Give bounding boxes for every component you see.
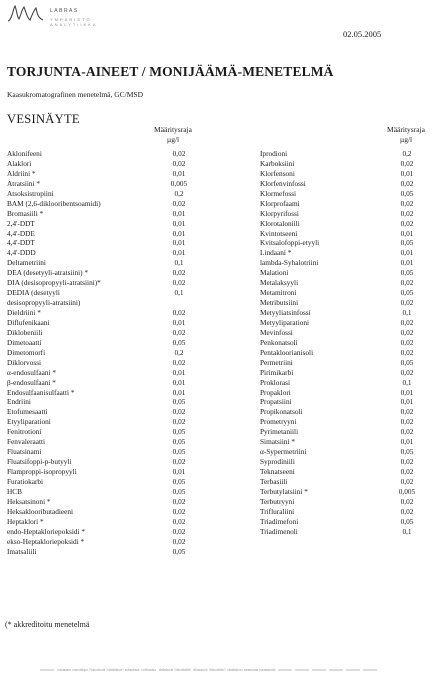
detection-limit-value: 0,1 <box>174 258 184 268</box>
compound-name: Terbasiili <box>260 476 288 486</box>
detection-limit-value: 0,2 <box>402 149 412 158</box>
table-row <box>7 477 207 487</box>
detection-limit-value: 0,02 <box>400 198 414 208</box>
compound-name: Alaklori <box>7 158 32 168</box>
compound-name: Dieldriini * <box>7 308 41 317</box>
detection-limit-value: 0,01 <box>172 248 186 258</box>
table-row <box>7 179 207 189</box>
footer-text: Labras Oy PL 1 00000 Helsinki Puh. 000 000 000 Fax 000 000 000 www.labras.fi <box>60 668 277 672</box>
compound-name: Furatiokarbi <box>7 476 44 486</box>
compound-name: Metalaksyyli <box>260 278 299 288</box>
compound-name: Etyyliparationi <box>7 417 51 427</box>
table-row <box>7 348 207 358</box>
company-logo <box>6 3 126 25</box>
table-row <box>7 358 207 368</box>
detection-limit-value: 0,02 <box>172 198 186 208</box>
compound-name: Heptaklori * <box>7 516 44 526</box>
table-row <box>7 209 207 219</box>
table-row <box>260 487 428 497</box>
left-column-header <box>142 125 204 145</box>
compound-name: Dimetoaatti <box>7 337 42 347</box>
detection-limit-value: 0,01 <box>400 258 414 268</box>
detection-limit-value: 0,01 <box>172 168 186 178</box>
table-row <box>260 169 428 179</box>
detection-limit-value: 0,02 <box>400 427 414 437</box>
table-row <box>260 229 428 239</box>
compound-name: Metamitroni <box>260 288 297 298</box>
detection-limit-value: 0,02 <box>400 506 414 516</box>
detection-limit-value: 0,005 <box>170 178 188 188</box>
right-compound-list <box>260 149 428 537</box>
detection-limit-value: 0,02 <box>400 218 414 228</box>
compound-name: lambda-Syhalotriini <box>260 258 319 268</box>
detection-limit-value: 0,02 <box>400 298 414 308</box>
detection-limit-value: 0,02 <box>400 337 414 347</box>
compound-name: Terbutryyni <box>260 496 295 506</box>
table-row <box>7 397 207 407</box>
detection-limit-value: 0,02 <box>172 526 186 536</box>
compound-name: Penkonatsoli <box>260 337 298 347</box>
detection-limit-value: 0,05 <box>172 447 186 457</box>
table-row <box>7 229 207 239</box>
detection-limit-value: 0,02 <box>172 327 186 337</box>
table-row <box>260 258 428 268</box>
table-row <box>260 209 428 219</box>
compound-name: Teknatseeni <box>260 467 295 476</box>
table-row <box>260 179 428 189</box>
table-row <box>260 288 428 298</box>
detection-limit-value: 0,02 <box>172 357 186 367</box>
table-row <box>7 219 207 229</box>
logo-text: LABRAS <box>50 8 79 14</box>
compound-name: Endriini <box>7 397 31 407</box>
detection-limit-value: 0,1 <box>402 308 412 317</box>
detection-limit-value: 0,01 <box>400 228 414 238</box>
detection-limit-value: 0,05 <box>400 516 414 526</box>
detection-limit-value: 0,02 <box>172 496 186 506</box>
compound-name: Klorfensoni <box>260 168 295 178</box>
detection-limit-value: 0,02 <box>400 178 414 188</box>
detection-limit-value: 0,02 <box>400 467 414 476</box>
compound-name: 2,4'-DDT <box>7 218 35 228</box>
detection-limit-value: 0,02 <box>400 347 414 357</box>
detection-limit-value: 0,02 <box>172 268 186 278</box>
detection-limit-value: 0,02 <box>172 407 186 417</box>
detection-limit-value: 0,02 <box>400 158 414 168</box>
table-row <box>7 368 207 378</box>
detection-limit-value: 0,02 <box>400 278 414 288</box>
table-row <box>260 437 428 447</box>
detection-limit-value: 0,02 <box>400 407 414 417</box>
table-row <box>7 308 207 318</box>
compound-name: BAM (2,6-diklooribentsoamidi) <box>7 198 101 208</box>
detection-limit-value: 0,02 <box>400 496 414 506</box>
detection-limit-value: 0,05 <box>172 546 186 556</box>
table-row <box>7 497 207 507</box>
compound-name: Metributsiini <box>260 298 299 308</box>
table-row <box>260 477 428 487</box>
compound-name: desisopropyyli-atratsiini) <box>7 298 81 308</box>
detection-limit-value: 0,02 <box>400 317 414 327</box>
table-row <box>260 318 428 328</box>
table-row <box>260 517 428 527</box>
table-row <box>260 527 428 537</box>
detection-limit-value: 0,05 <box>172 427 186 437</box>
detection-limit-value: 0,02 <box>172 417 186 427</box>
compound-name: Propaklori <box>260 387 291 397</box>
compound-name: α-Sypermetriini <box>260 447 307 457</box>
compound-name: Propikonatsoli <box>260 407 303 417</box>
table-row <box>260 219 428 229</box>
table-row <box>7 507 207 517</box>
detection-limit-value: 0,05 <box>172 486 186 496</box>
compound-name: Proklorasi <box>260 377 290 387</box>
compound-name: Pirimikarbi <box>260 367 294 377</box>
detection-limit-value: 0,1 <box>174 288 184 298</box>
table-row <box>260 149 428 159</box>
table-row <box>260 507 428 517</box>
compound-name: Dimetomorfi <box>7 347 46 357</box>
compound-name: 4,4'-DDE <box>7 228 35 238</box>
right-column-header <box>383 125 429 145</box>
detection-limit-value: 0,01 <box>400 397 414 407</box>
table-row <box>7 457 207 467</box>
table-row <box>7 417 207 427</box>
table-row <box>7 288 207 298</box>
detection-limit-value: 0,05 <box>172 437 186 447</box>
table-row <box>7 189 207 199</box>
compound-name: Permetriini <box>260 357 293 367</box>
table-row <box>7 328 207 338</box>
detection-limit-value: 0,01 <box>172 238 186 248</box>
compound-name: Imatsaliili <box>7 546 37 556</box>
detection-limit-value: 0,05 <box>172 476 186 486</box>
table-row <box>260 189 428 199</box>
table-row <box>7 278 207 288</box>
compound-name: Diklorvossi <box>7 357 42 367</box>
table-row <box>260 328 428 338</box>
compound-name: DEDIA (desetyyli <box>7 288 60 298</box>
table-row <box>260 248 428 258</box>
table-row <box>7 149 207 159</box>
compound-name: Triadimefoni <box>260 516 299 526</box>
footnote: (* akkreditoitu menetelmä <box>5 620 90 629</box>
detection-limit-value: 0,01 <box>400 248 414 258</box>
table-row <box>7 527 207 537</box>
table-row <box>260 338 428 348</box>
detection-limit-value: 0,01 <box>172 367 186 377</box>
compound-name: Heksaklooributadieeni <box>7 506 74 516</box>
detection-limit-value: 0,01 <box>400 387 414 397</box>
compound-name: Metyyliatsinfossi <box>260 308 311 317</box>
unit-label: µg/l <box>399 135 413 144</box>
compound-name: Pentakloorianisoli <box>260 347 314 357</box>
compound-name: Atsoksistropiini <box>7 188 54 198</box>
detection-limit-value: 0,05 <box>172 397 186 407</box>
detection-limit-value: 0,02 <box>172 308 186 317</box>
compound-name: Etofumesaatti <box>7 407 48 417</box>
table-row <box>260 348 428 358</box>
compound-name: Malationi <box>260 268 289 278</box>
compound-name: Klorprofaami <box>260 198 300 208</box>
table-row <box>260 358 428 368</box>
detection-limit-value: 0,005 <box>398 486 416 496</box>
compound-name: Bromasiili * <box>7 208 44 218</box>
detection-limit-value: 0,01 <box>172 218 186 228</box>
compound-name: Trifluraliini <box>260 506 295 516</box>
detection-limit-value: 0,02 <box>172 158 186 168</box>
table-row <box>7 547 207 557</box>
compound-name: Propatsiini <box>260 397 292 407</box>
table-row <box>260 447 428 457</box>
table-row <box>260 268 428 278</box>
compound-name: Lindaani * <box>260 248 292 258</box>
table-row <box>7 169 207 179</box>
detection-limit-value: 0,02 <box>400 208 414 218</box>
compound-name: Terbutylatsiini * <box>260 486 308 496</box>
compound-name: Atratsiini * <box>7 178 41 188</box>
compound-name: Karboksiini <box>260 158 295 168</box>
table-row <box>260 278 428 288</box>
table-row <box>7 467 207 477</box>
compound-name: Fluatsifoppi-p-butyyli <box>7 457 72 467</box>
detection-limit-value: 0,2 <box>174 188 184 198</box>
detection-limit-value: 0,02 <box>172 457 186 467</box>
table-row <box>7 447 207 457</box>
unit-label: µg/l <box>166 135 180 144</box>
detection-limit-label: Määritysraja <box>154 125 192 134</box>
detection-limit-value: 0,02 <box>400 367 414 377</box>
table-row <box>7 487 207 497</box>
compound-name: Diklobeniili <box>7 327 43 337</box>
table-row <box>7 199 207 209</box>
method-subtitle: Kaasukromatografinen menetelmä, GC/MSD <box>7 90 144 99</box>
detection-limit-value: 0,05 <box>400 447 414 457</box>
compound-name: 4,4'-DDD <box>7 248 36 258</box>
document-date: 02.05.2005 <box>343 29 382 39</box>
detection-limit-value: 0,02 <box>172 149 186 158</box>
detection-limit-value: 0,01 <box>172 377 186 387</box>
table-row <box>260 397 428 407</box>
compound-name: Fenvaleraatti <box>7 437 46 447</box>
compound-name: Metyyliparationi <box>260 317 310 327</box>
table-row <box>260 159 428 169</box>
detection-limit-value: 0,02 <box>172 516 186 526</box>
compound-name: 4,4'-DDT <box>7 238 35 248</box>
compound-name: Deltametriini <box>7 258 46 268</box>
detection-limit-value: 0,02 <box>172 278 186 288</box>
detection-limit-value: 0,01 <box>172 387 186 397</box>
compound-name: Endosulfaanisulfaatti * <box>7 387 75 397</box>
compound-name: Iprodioni <box>260 149 288 158</box>
compound-name: Klorpyrifossi <box>260 208 299 218</box>
compound-name: Kvitsalofoppi-etyyli <box>260 238 320 248</box>
compound-name: Kvintotseeni <box>260 228 298 238</box>
table-row <box>260 427 428 437</box>
detection-limit-value: 0,02 <box>172 536 186 546</box>
table-row <box>260 378 428 388</box>
table-row <box>7 517 207 527</box>
compound-name: Syprodiniili <box>260 457 295 467</box>
detection-limit-value: 0,01 <box>172 317 186 327</box>
detection-limit-value: 0,02 <box>400 476 414 486</box>
detection-limit-value: 0,01 <box>400 168 414 178</box>
compound-name: β-endosulfaani * <box>7 377 56 387</box>
table-row <box>260 238 428 248</box>
table-row <box>260 417 428 427</box>
table-row <box>7 268 207 278</box>
table-row <box>260 467 428 477</box>
logo-subtext: YMPÄRISTÖ ANALYTIIKKA <box>50 17 98 27</box>
table-row <box>7 437 207 447</box>
compound-name: α-endosulfaani * <box>7 367 57 377</box>
compound-name: DIA (desisopropyyli-atratsiini)* <box>7 278 101 288</box>
table-row <box>7 248 207 258</box>
detection-limit-value: 0,1 <box>402 377 412 387</box>
detection-limit-value: 0,05 <box>400 238 414 248</box>
compound-name: endo-Heptakloriepoksidi * <box>7 526 86 536</box>
detection-limit-value: 0,05 <box>172 337 186 347</box>
compound-name: Klorfenvinfossi <box>260 178 306 188</box>
table-row <box>260 457 428 467</box>
table-row <box>7 388 207 398</box>
detection-limit-value: 0,05 <box>400 188 414 198</box>
table-row <box>7 378 207 388</box>
logo-mark-icon <box>6 3 46 23</box>
detection-limit-value: 0,1 <box>402 526 412 536</box>
compound-name: Fluatsinami <box>7 447 42 457</box>
table-row <box>260 199 428 209</box>
detection-limit-value: 0,01 <box>172 228 186 238</box>
detection-limit-value: 0,01 <box>400 437 414 447</box>
compound-name: Pyrimetaniili <box>260 427 299 437</box>
table-row <box>260 298 428 308</box>
detection-limit-value: 0,01 <box>172 208 186 218</box>
compound-name: Simatsiini * <box>260 437 296 447</box>
table-row <box>7 318 207 328</box>
detection-limit-value: 0,02 <box>172 506 186 516</box>
table-row <box>7 238 207 248</box>
table-row <box>7 537 207 547</box>
detection-limit-value: 0,02 <box>400 457 414 467</box>
compound-name: Prometryyni <box>260 417 297 427</box>
compound-name: Aldriini * <box>7 168 36 178</box>
table-row <box>260 497 428 507</box>
detection-limit-value: 0,01 <box>172 467 186 476</box>
compound-name: Triadimenoli <box>260 526 298 536</box>
detection-limit-value: 0,02 <box>400 417 414 427</box>
compound-name: Klormefossi <box>260 188 297 198</box>
detection-limit-value: 0,05 <box>400 288 414 298</box>
section-heading: VESINÄYTE <box>7 112 80 126</box>
left-compound-list <box>7 149 207 556</box>
compound-name: DEA (desetyyli-atratsiini) * <box>7 268 89 278</box>
compound-name: Heksatsinoni * <box>7 496 51 506</box>
table-row <box>260 368 428 378</box>
compound-name: Mevinfossi <box>260 327 293 337</box>
compound-name: Aklonifeeni <box>7 149 42 158</box>
detection-limit-label: Määritysraja <box>387 125 425 134</box>
table-row <box>7 298 207 308</box>
compound-name: Klorotaloniili <box>260 218 300 228</box>
table-row <box>260 308 428 318</box>
detection-limit-value: 0,05 <box>400 268 414 278</box>
table-row <box>260 388 428 398</box>
compound-name: ekso-Heptakloriepoksidi * <box>7 536 85 546</box>
table-row <box>7 338 207 348</box>
detection-limit-value: 0,2 <box>174 347 184 357</box>
detection-limit-value: 0,02 <box>400 327 414 337</box>
compound-name: Diflufenikaani <box>7 317 50 327</box>
table-row <box>7 258 207 268</box>
compound-name: HCB <box>7 486 23 496</box>
table-row <box>260 407 428 417</box>
compound-name: Flamproppi-isopropyyli <box>7 467 77 476</box>
compound-name: Fenitrotioni <box>7 427 42 437</box>
page-title: TORJUNTA-AINEET / MONIJÄÄMÄ-MENETELMÄ <box>7 64 334 79</box>
detection-limit-value: 0,05 <box>400 357 414 367</box>
table-row <box>7 407 207 417</box>
table-row <box>7 159 207 169</box>
table-row <box>7 427 207 437</box>
